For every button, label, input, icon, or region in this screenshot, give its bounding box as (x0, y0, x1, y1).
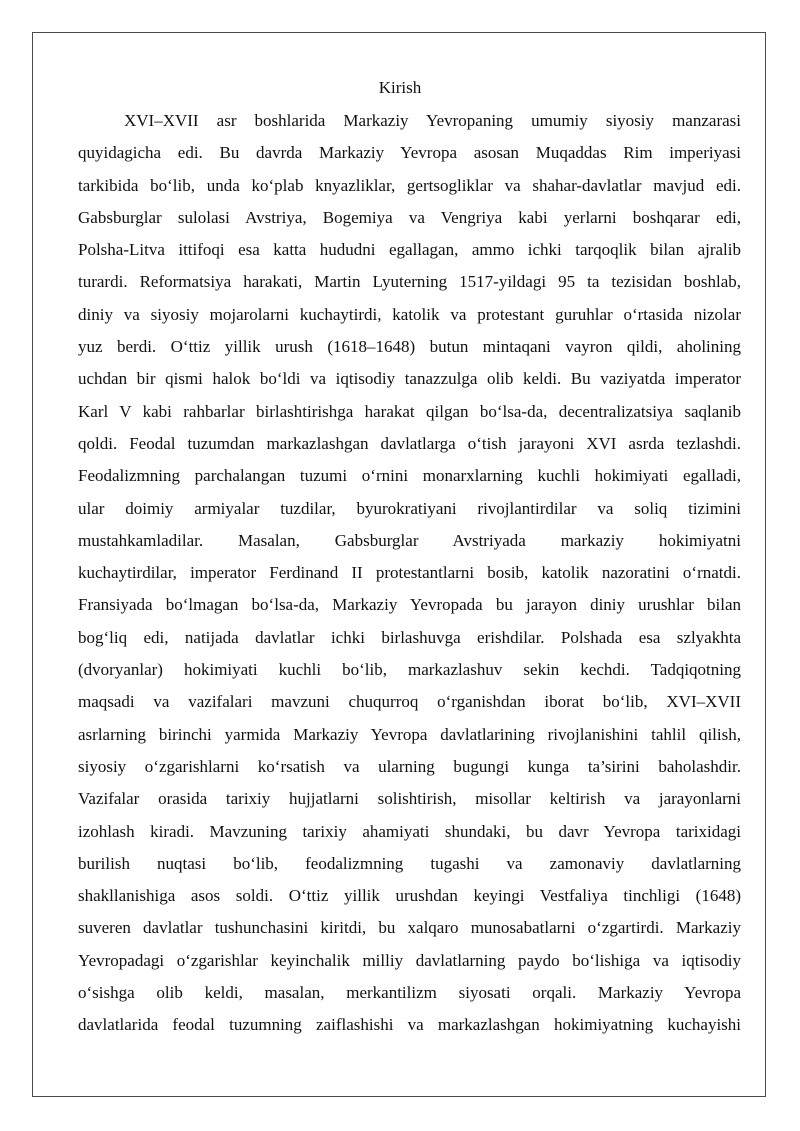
body-line: turardi. Reformatsiya harakati, Martin Lyuterning 1517-yildagi 95 ta tezisidan boshlab, (78, 272, 741, 292)
body-line: izohlash kiradi. Mavzuning tarixiy ahamiyati shundaki, bu davr Yevropa tarixidagi (78, 821, 741, 841)
body-line: tarkibida bo‘lib, unda ko‘plab knyazliklar, gertsogliklar va shahar-davlatlar mavjud edi. (78, 175, 741, 195)
body-line: quyidagicha edi. Bu davrda Markaziy Yevropa asosan Muqaddas Rim imperiyasi (78, 143, 741, 163)
body-line: siyosiy o‘zgarishlarni ko‘rsatish va ularning bugungi kunga ta’sirini baholashdir. (78, 756, 741, 776)
body-line: davlatlarida feodal tuzumning zaiflashishi va markazlashgan hokimiyatning kuchayishi (78, 1015, 741, 1035)
body-line: diniy va siyosiy mojarolarni kuchaytirdi, katolik va protestant guruhlar o‘rtasida nizolar (78, 304, 741, 324)
body-line: maqsadi va vazifalari mavzuni chuqurroq o‘rganishdan iborat bo‘lib, XVI–XVII (78, 692, 741, 712)
body-line: yuz berdi. O‘ttiz yillik urush (1618–1648) butun mintaqani vayron qildi, aholining (78, 337, 741, 357)
body-line: suveren davlatlar tushunchasini kiritdi, bu xalqaro munosabatlarni o‘zgartirdi. Markaziy (78, 918, 741, 938)
body-line: qoldi. Feodal tuzumdan markazlashgan davlatlarga o‘tish jarayoni XVI asrda tezlashdi. (78, 433, 741, 453)
body-line: Vazifalar orasida tarixiy hujjatlarni solishtirish, misollar keltirish va jarayonlarni (78, 789, 741, 809)
body-line: (dvoryanlar) hokimiyati kuchli bo‘lib, markazlashuv sekin kechdi. Tadqiqotning (78, 660, 741, 680)
body-line: XVI–XVII asr boshlarida Markaziy Yevropaning umumiy siyosiy manzarasi (124, 111, 741, 130)
body-line: shakllanishiga asos soldi. O‘ttiz yillik urushdan keyingi Vestfaliya tinchligi (1648) (78, 886, 741, 906)
body-line: Yevropadagi o‘zgarishlar keyinchalik milliy davlatlarning paydo bo‘lishiga va iqtisodiy (78, 950, 741, 970)
body-line: burilish nuqtasi bo‘lib, feodalizmning tugashi va zamonaviy davlatlarning (78, 853, 741, 873)
body-line: asrlarning birinchi yarmida Markaziy Yevropa davlatlarining rivojlanishini tahlil qilish, (78, 724, 741, 744)
document-title: Kirish (378, 78, 422, 97)
document-body (78, 108, 741, 1045)
body-line: kuchaytirdilar, imperator Ferdinand II protestantlarni bosib, katolik nazoratini o‘rnatdi. (78, 563, 741, 583)
body-line: ular doimiy armiyalar tuzdilar, byurokratiyani rivojlantirdilar va soliq tizimini (78, 498, 741, 518)
body-line: Polsha-Litva ittifoqi esa katta hududni egallagan, ammo ichki tarqoqlik bilan ajralib (78, 240, 741, 260)
body-line: Feodalizmning parchalangan tuzumi o‘rnini monarxlarning kuchli hokimiyati egalladi, (78, 466, 741, 486)
body-line: uchdan bir qismi halok bo‘ldi va iqtisodiy tanazzulga olib keldi. Bu vaziyatda imperator (78, 369, 741, 389)
body-line: Fransiyada bo‘lmagan bo‘lsa-da, Markaziy Yevropada bu jarayon diniy urushlar bilan (78, 595, 741, 615)
body-line: Gabsburglar sulolasi Avstriya, Bogemiya va Vengriya kabi yerlarni boshqarar edi, (78, 207, 741, 227)
body-line: mustahkamladilar. Masalan, Gabsburglar Avstriyada markaziy hokimiyatni (78, 530, 741, 550)
body-line: Karl V kabi rahbarlar birlashtirishga harakat qilgan bo‘lsa-da, decentralizatsiya saqlanib (78, 401, 741, 421)
body-line: bog‘liq edi, natijada davlatlar ichki birlashuvga erishdilar. Polshada esa szlyakhta (78, 627, 741, 647)
body-line: o‘sishga olib keldi, masalan, merkantilizm siyosati orqali. Markaziy Yevropa (78, 983, 741, 1003)
